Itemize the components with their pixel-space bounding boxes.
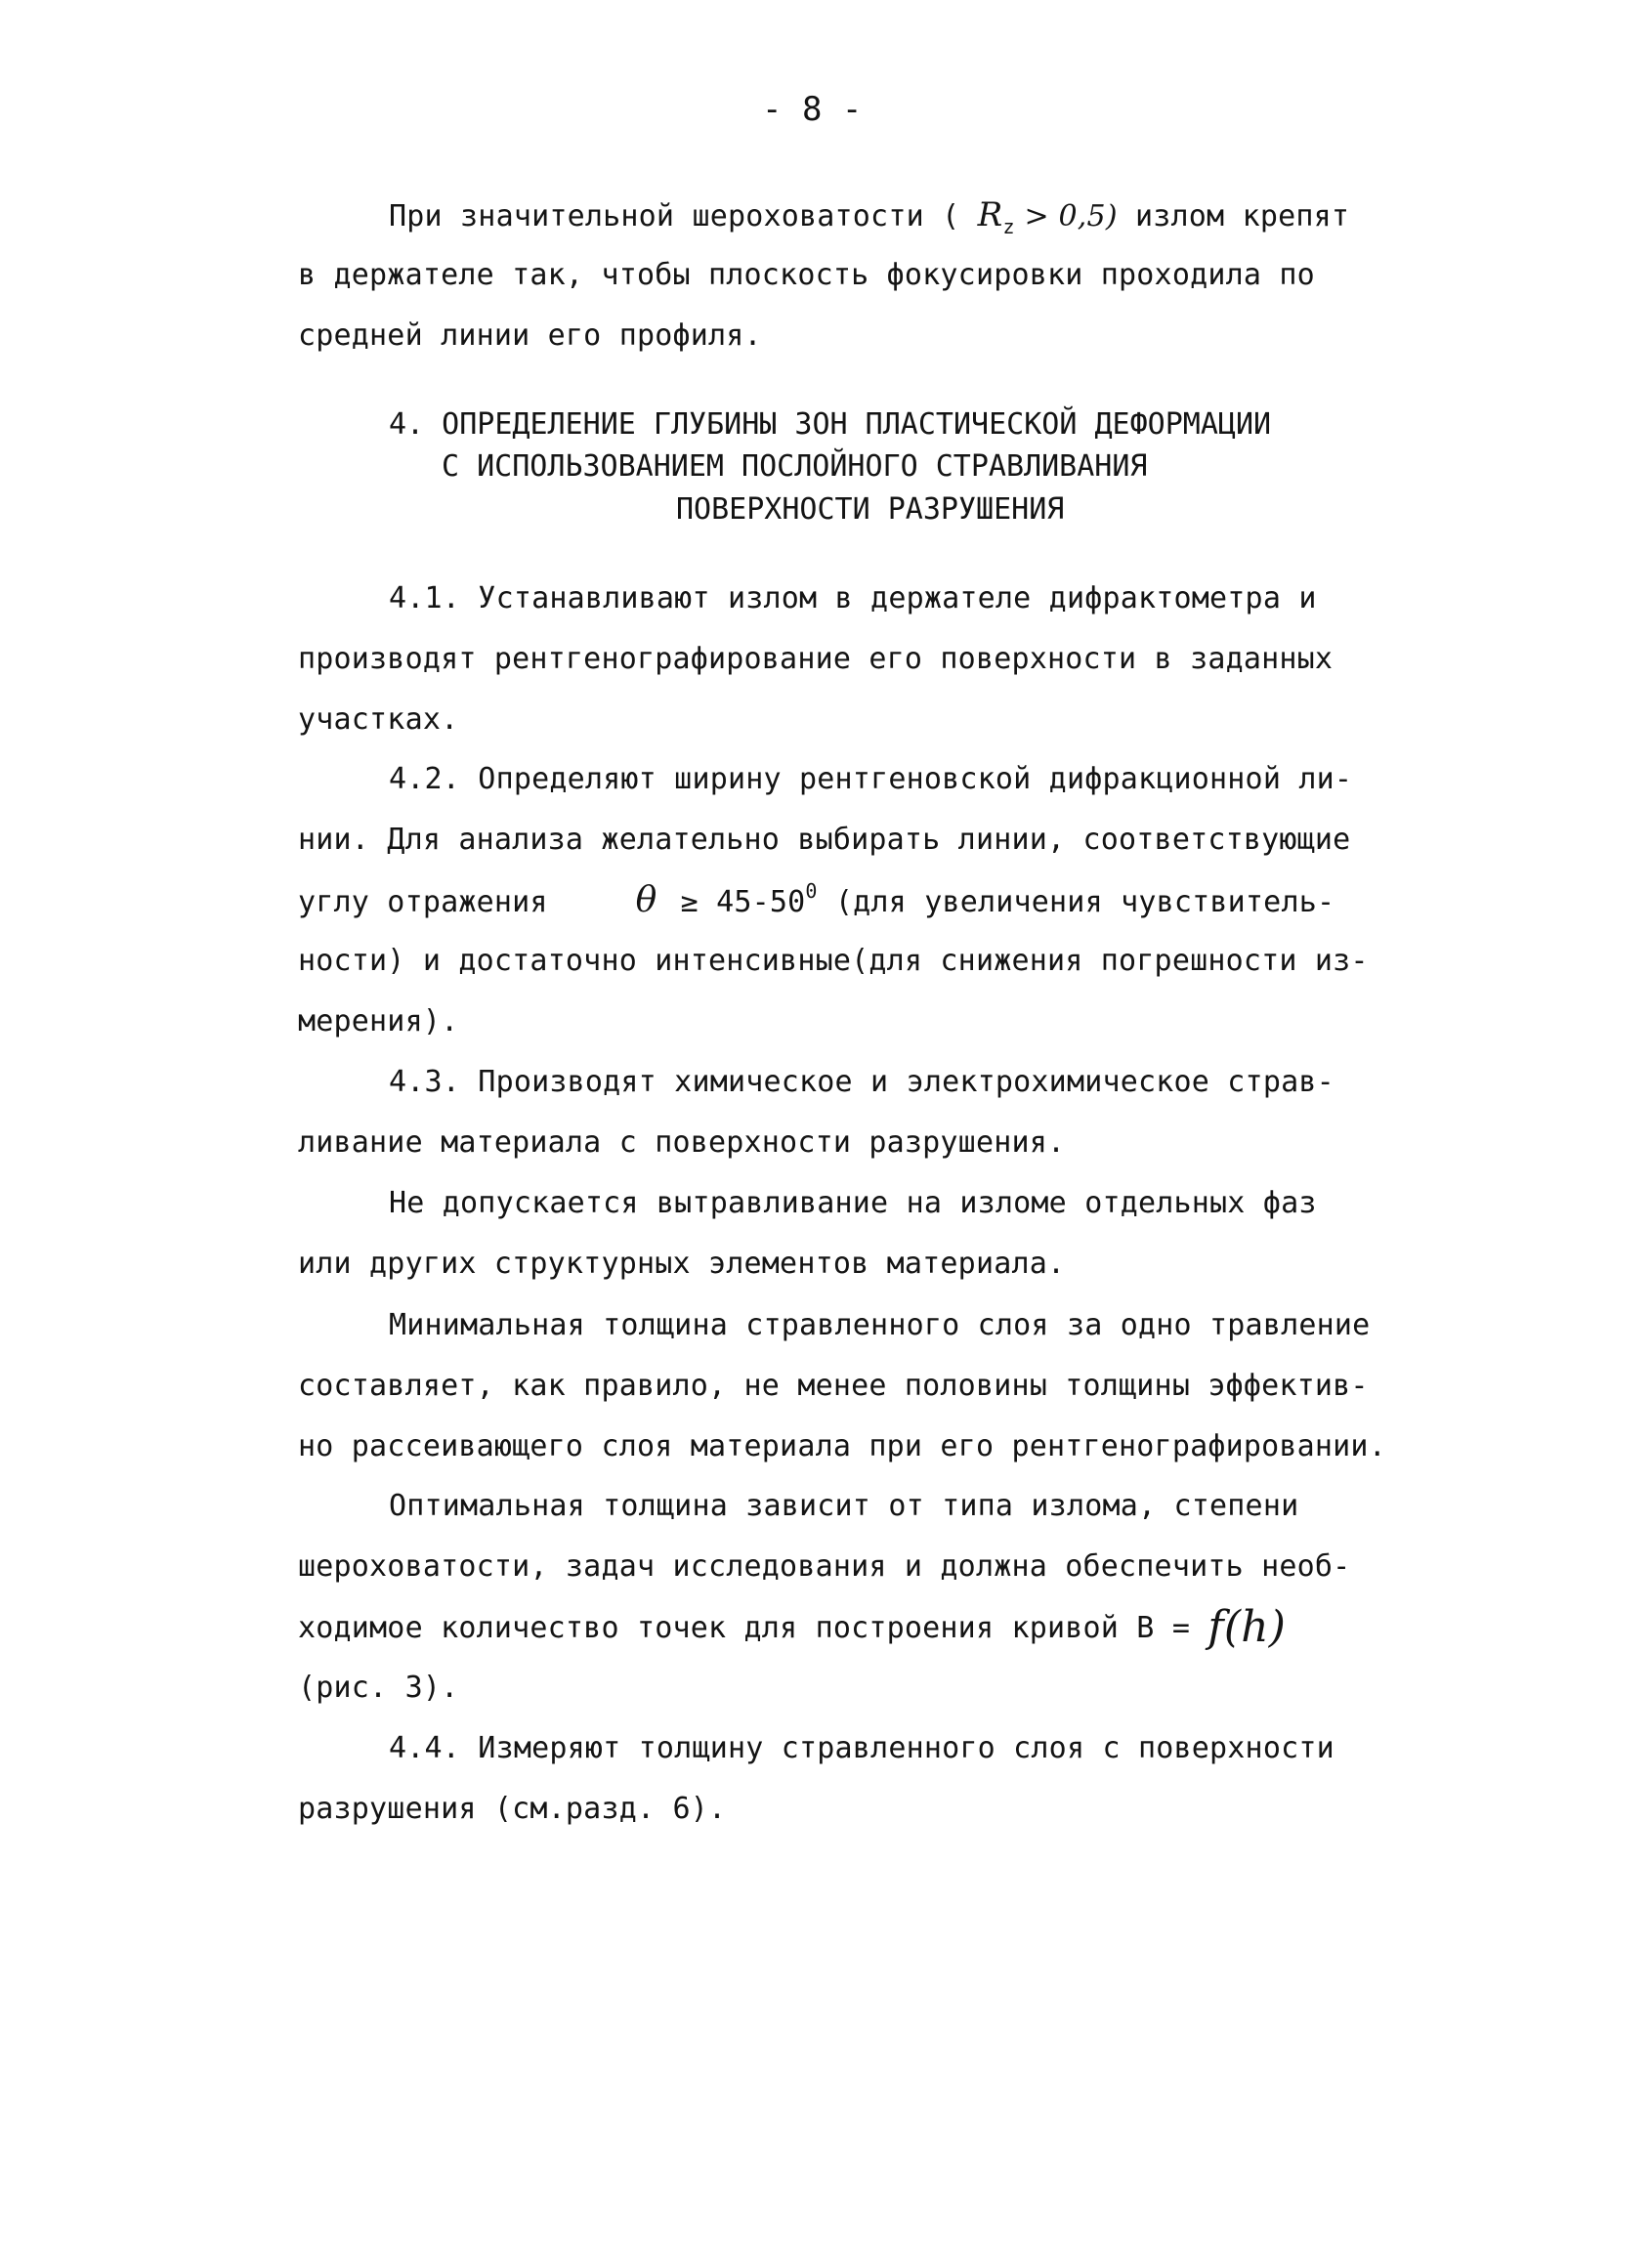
intro-text-before: При значительной шероховатости ( <box>389 199 960 233</box>
p42-line-5: мерения). <box>298 1004 459 1038</box>
section-heading-line-3: ПОВЕРХНОСТИ РАЗРУШЕНИЯ <box>676 492 1065 527</box>
p42-line-3 <box>298 881 1334 920</box>
p43-line-1: 4.3. Производят химическое и электрохимическое страв- <box>389 1065 1334 1099</box>
opt-thickness-line-3 <box>298 1602 1287 1652</box>
intro-line-2: в держателе так, чтобы плоскость фокусировки проходила по <box>298 258 1315 292</box>
intro-line-1 <box>389 195 1350 238</box>
p41-line-2: производят рентгенографирование его поверхности в заданных <box>298 642 1334 676</box>
p41-line-3: участках. <box>298 702 459 737</box>
min-thickness-line-3: но рассеивающего слоя материала при его рентгенографировании. <box>298 1429 1386 1463</box>
opt-thickness-line-1: Оптимальная толщина зависит от типа излома, степени <box>389 1489 1299 1523</box>
p42-line-1: 4.2. Определяют ширину рентгеновской дифракционной ли- <box>389 762 1353 796</box>
section-heading-line-2: С ИСПОЛЬЗОВАНИЕМ ПОСЛОЙНОГО СТРАВЛИВАНИЯ <box>442 449 1148 484</box>
intro-line-3: средней линии его профиля. <box>298 318 762 353</box>
opt-thickness-line-4: (рис. 3). <box>298 1671 459 1705</box>
p42-line-2: нии. Для анализа желательно выбирать линии, соответствующие <box>298 823 1351 857</box>
degree-sign: 0 <box>805 879 818 903</box>
rz-expression: > 0,5) <box>1014 199 1118 233</box>
min-thickness-line-2: составляет, как правило, не менее половины толщины эффектив- <box>298 1369 1369 1403</box>
opt-thickness-line-2: шероховатости, задач исследования и должна обеспечить необ- <box>298 1549 1351 1584</box>
curve-formula: f(h) <box>1207 1602 1287 1652</box>
p41-line-1: 4.1. Устанавливают излом в держателе дифрактометра и <box>389 581 1317 615</box>
p42-angle-purpose: (для увеличения чувствитель- <box>817 885 1335 919</box>
theta-symbol: θ <box>635 880 657 920</box>
p42-angle-label: углу отражения <box>298 885 548 919</box>
p44-line-1: 4.4. Измеряют толщину стравленного слоя с поверхности <box>389 1731 1334 1765</box>
p42-line-4: ности) и достаточно интенсивные(для снижения погрешности из- <box>298 944 1369 978</box>
min-thickness-line-1: Минимальная толщина стравленного слоя за одно травление <box>389 1308 1371 1342</box>
p44-line-2: разрушения (см.разд. 6). <box>298 1792 727 1826</box>
p42-angle-value: ≥ 45-50 <box>680 885 806 919</box>
section-heading-line-1: 4. ОПРЕДЕЛЕНИЕ ГЛУБИНЫ ЗОН ПЛАСТИЧЕСКОЙ ДЕФОРМАЦИИ <box>389 407 1272 442</box>
phases-line-2: или других структурных элементов материала. <box>298 1247 1066 1281</box>
p43-line-2: ливание материала с поверхности разрушения. <box>298 1125 1066 1160</box>
page-number: - 8 - <box>762 90 863 129</box>
opt-thickness-text: ходимое количество точек для построения кривой B = <box>298 1611 1208 1645</box>
intro-text-after: излом крепят <box>1117 199 1350 233</box>
rz-subscript: z <box>1002 215 1015 238</box>
rz-symbol: R <box>977 195 1003 234</box>
phases-line-1: Не допускается вытравливание на изломе отдельных фаз <box>389 1186 1317 1220</box>
